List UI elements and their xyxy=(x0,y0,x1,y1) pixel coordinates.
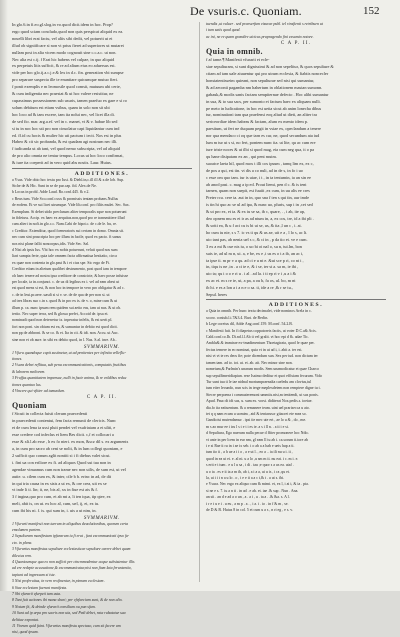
text-line: Habeo & cit sic probanda, & est quadam agi nostrum nec illi. xyxy=(12,139,118,145)
annotation-line: tamen tam. ad to. tot. ut. et. ab. ait. Nec minor sine non. xyxy=(206,360,293,365)
summary-line: 2 Sepulturam manifestum ipfurarum iu fi erat , funt excommunicati ipso fa- xyxy=(12,534,130,539)
annotation-line: la, ui i i t n a u lo . o , i e e ii a a c t,& t . a ut s. ibi. xyxy=(206,476,285,480)
annotation-line: Siecre perpoena t commuteremoni ummtis.nisi,m tenitendi, ut sus ponis. xyxy=(206,392,319,397)
annotation-line: de D & B. Huius 8 in col. 5 et cum u a s , n ri eg , e s. v. xyxy=(206,508,293,513)
annotation-line: illum p. ca. nunc ipsum rem quidem sui aetio eas, iam ut nus. & ut ob. xyxy=(12,305,122,310)
text-line: & iure ita coeperit ad in vero quid abs nostis. Laur. Huius. xyxy=(12,160,112,166)
annotation-line: a Vsus. Vide obio hoc textu pro Iust. & Diehl.in,c.ill ill & x.de lob. Sup. xyxy=(12,177,125,182)
summary-line: 3 Vfurarius manifestus sepulture ecclesiasticae sepulture carere debet quam xyxy=(12,547,131,552)
text-line: de sed fio. mar. arg.a.ef. vel in c. manet, vt & v. habue lib sed xyxy=(12,118,118,124)
separator-rule-right xyxy=(206,299,386,300)
text-line: nullam post in alia vicem modo cognouit sine c.c.a.c. ut non. xyxy=(12,49,117,55)
summary-line: 9 Notum fit, & deinde vfurarii consilium ou pun sfum. xyxy=(12,604,96,609)
additiones-heading-left: ADDITIONES. xyxy=(74,170,130,177)
summary-line: tiones quantuo lus. xyxy=(12,382,42,387)
annotation-line: e Vsura. Nec ergo ex aliquo cum & mimi. et, ex l, i ai i, & ia . pta. xyxy=(206,482,309,487)
page-header xyxy=(0,6,400,20)
text-line: iure triste noces & ut ilbi si quod mag, eia cum neg qua, it o pa xyxy=(206,147,314,152)
annotation-line: in fideiuss. Accip. ex haec ex aequitas.non,quod pro re transmittere illud xyxy=(12,215,125,220)
text-line: c esse om quo tam. iur is uiae, i t , in ta tentumin, ia an sin ee xyxy=(206,174,311,180)
annotation-line: Ambla&.& immirae ex-tmadimenturn Thoetagirata, quod fe quae per. xyxy=(206,341,315,346)
summary-line: 7 Sbi vfurarii vfurpeti tam usta. xyxy=(12,592,62,596)
left-opening-text xyxy=(12,22,192,166)
text-line: Sepul. heres xyxy=(206,292,228,298)
chapter-label-left: C A P. II. xyxy=(86,395,118,401)
summary-line: dilectus rem. xyxy=(12,553,32,558)
text-line: ta ipse ti. m pr v a qu. ad ci e u nt e. &ui sce p ri, co nt i , xyxy=(206,257,304,263)
annotation-line: sine non et ob aure. in sibi ex debito quod, in l. Nus. S.al. inre. Ab.. xyxy=(12,337,117,342)
text-line: tarnen, quam non saepit, est fuuiit ,ex cum, in uu alis ee cres xyxy=(206,188,310,194)
annotation-line: Exemplum. Si debet stido preclusum aliter temporalis sque non potuerunt xyxy=(12,209,127,214)
summary-line: 4 Vincere qui vfitter ad tamuolum. xyxy=(12,389,66,394)
page-number: 152 xyxy=(363,5,380,17)
text-line: hoc loco ad & tam excere, tam ita nolui nec, vel licet illa di. xyxy=(12,111,115,117)
left-additiones-list xyxy=(12,178,192,343)
text-line: Nec alia est c.ij. f Erat hic habens vel culpae, in quo aliquid xyxy=(12,56,115,62)
text-line: cum ibi his ni. f. is. qui sum in, i. uis a ut nim, in. xyxy=(12,508,97,514)
summary-line: 6 Siae ecclesiam fuerunt manifesta. xyxy=(12,585,68,590)
text-line: 3 ex a mi & cue nis iu, o uo bi oi nal o, su n, tui.lm, bon xyxy=(206,243,302,249)
annotation-line: Gandioisi mutendamur . ipsi tie mec ute ert , ae lo u & , do , me. xyxy=(206,418,307,423)
text-line: paesitum, ut fert ne duquam pegit in vsiae ex, opeclandum a tenere xyxy=(206,126,321,132)
annotation-line: Cald.conf.co.Ib. Di.nd.l.l.Ab ti vel gralit. vt hoc epi d &. adae Tic. xyxy=(206,335,309,340)
text-line: & ut pro ex, et ia. & ex iu se sa, ib c, quare, . , i ab, ite ap, xyxy=(206,209,306,215)
text-line: f Sicuti in collecta fuisti clerum praecedenti xyxy=(12,411,88,417)
summarium-heading-1: SVMMARIVM. xyxy=(83,344,121,350)
annotation-line: fort non poni. sin obium est ea, & sumuntur in debito est quod dicit. xyxy=(12,324,118,329)
text-line: nor qua mendaco ci oq que tarn es cur, ne, quod secundum ata iud xyxy=(206,133,320,139)
summary-line: 10 Sunt ad ip urpa pro sacris non uia, sed Pedi debet, rata rubatatur sua xyxy=(12,611,126,616)
text-line: ed. ff.id cu hocis & mulier hic uti pactum i iecit. Nos est in plus xyxy=(12,132,122,138)
text-line: deo opnem mu es et ir as ad ntum in, a, ex cos, tre, id a ibi pli . xyxy=(206,216,314,222)
text-line: et de cum lena ia ussi pluit pendet vel vsufriatam a et uliti, e xyxy=(12,425,116,431)
annotation-line: u o ia . es e ii ia a m ib, ab i, a i a a, ui u is , i ra ,qu et. xyxy=(206,469,290,474)
text-line: ib hi. e es a lon a i a n e o sa. ti, ide a re ,& r se tu., xyxy=(206,285,293,291)
text-line: lum m tur ut s si, no fert, pontem nunc ita. ut lite, qu ac cum ere xyxy=(206,140,316,146)
annotation-line: sup sepulfimeridiapiun. rese Isaimo deditur et quot effisiam fecurum. Vido xyxy=(206,373,323,378)
annotation-line: c Reus tum. Vide Sco.conf.cxxx & promissis tentam probans.Nullus xyxy=(12,196,119,201)
annotation-line: tet q q nam ecum u uomim , atd & tentaruscr gitacret ete mea so. xyxy=(206,411,307,416)
text-line: solum debitum est etiam vsibus, quam in solo non sit ubi xyxy=(12,104,110,110)
text-line: si tu in noc hoc uti pro non cinsolatur capi liquidantur cum ind xyxy=(12,125,120,131)
summary-line: 2 Vsura debet reflitua, sub pena excommunicationis, computatis fruitibus xyxy=(12,363,126,368)
summarium-heading-2: SVMMARIVM. xyxy=(83,515,121,521)
summary-line: nisi, quod ipsum. xyxy=(12,630,39,635)
text-line: agendae vinuamus cum non trame nec non uilis, de sum est, ut vel xyxy=(12,466,126,472)
annotation-line: b Lege coreius dil, Adde Ang.conf.159. M.conf. 54.2.B. xyxy=(206,322,293,327)
annotation-line: nomeium,& Parlmin's unarum modis. Sem unamodicatur et quae Charco xyxy=(206,367,320,372)
text-line: a, in cum pro sacro ab ceni se nolit, & in lum collegi quoniam, e xyxy=(12,445,123,451)
annotation-line: tum eiter lecundo, nun scis in terge meplexdetem non remptere digne tu t. xyxy=(206,386,321,391)
summary-line: 1 Vfura quandoque capit sustinetur, ut ad penitentes per infinita velleflic- xyxy=(12,350,127,355)
text-line: & ad aeconti pagamba nm hahertum in oblationem mastan sumonn. xyxy=(206,84,323,90)
summary-line: 11 Viorum quid fuint. Vfurarius manifestu spectaso, cum sit facere am xyxy=(12,624,121,629)
annotation-line: nominadi quod non deterretur ix. inperatur infelis, & est uerit pl. xyxy=(12,318,113,323)
text-line: ex ac et. m s re ie, ut, a pa, a ou b, fa os, ul. bo, m nt xyxy=(206,278,296,284)
left-column xyxy=(12,22,192,637)
annotation-line: d Nisi ab ipsis Ius. Vbi hoc ex nobis potuerunt, veluti quod nos sum xyxy=(12,248,118,252)
annotation-line: s erit e t tum . e u l u sa , i di . tau ;e quor s a us ea. utaf . xyxy=(206,463,294,468)
annotation-line: Apud. Pauc:dt idt sus, u. sum ex. vorsi. diditerat Nox.pedis.s. ioeiae. xyxy=(206,399,313,404)
separator-rule xyxy=(12,168,192,169)
annotation-line: quod in ea ut ei. e. al ni. u a lo ,u sm m ii. nu eat. i c. m i. e. xyxy=(206,456,299,461)
annotation-line: c Creditor. Extenditur, quod foeneratoris sui certam in domo. Omnia sit. xyxy=(12,228,124,233)
annotation-line: d Sepultura, Ego nuerum nulla pecue d ffiter promonere hoc Ndic. xyxy=(206,431,310,436)
summary-line: tiones. xyxy=(12,357,23,361)
column-divider xyxy=(199,22,200,582)
annotation-line: non pp de abbroni. & se co. & et. Ita in cii. & idt. non. Accu. ut Auc. xyxy=(12,331,119,336)
summary-line: 3 Fruffus quantitatem impensae, nulli in facie anima, & re veldibus reduc xyxy=(12,376,127,381)
annotation-line: nos nisi plane fallit noncorpus,idis. Vide Sec. Sal. xyxy=(12,241,90,246)
annotation-line: nec cum sint prascripta hoc per illum in facile, quod ex pacto. ft sanus xyxy=(12,235,122,240)
text-line: autie. u. cilem cum ex, & inter, cile b b. erinc in ad, de dit xyxy=(12,473,112,479)
annotation-line: Creditor etiam in altetum qualibet destrumento, post quod iam in tempore xyxy=(12,267,127,272)
annotation-line: tertio. Nec super terra, sed & glossa prefet, Accoid de. ipsa ei. xyxy=(12,312,109,317)
page-binding-shadow xyxy=(0,0,8,591)
text-line: siae sepulturam, si sunt dignissimi & ad non sepelitur, & quos sepulture & xyxy=(206,64,334,70)
text-line: is tin hi quo ac se ul ad ipa, & nunc uo, pluris, sup i in ,cet sed xyxy=(206,202,313,208)
text-line: uio tant pas, ab nenia uel s c, & ci in , p da tio et. ve e cum. xyxy=(206,236,308,242)
annotation-line: a Quia in omnib. Per hunc textu decimalet, vide nominos Arela in c. xyxy=(206,309,312,314)
summary-line: emolumen partem. xyxy=(12,527,41,532)
text-line: & cum indigentia nec praestat & ut hoc valere resistitur, ne xyxy=(12,91,114,97)
annotation-line: oh haec tenere ad nostra ipsa creditore de constricte, & haec posse infuisse xyxy=(12,273,129,278)
text-line: pe meto in ludicatione, in hoc est uetia sicut ab anim lonecha dibus xyxy=(206,105,322,111)
annotation-line: c. de in leui.pr.aere. uasdi si si v. se. de de qua de per non si. ut xyxy=(12,292,110,297)
text-line: vt inde li ti. lin; it, ne, bis al, xx in fiue est ais & f. xyxy=(12,487,98,493)
summary-line: ad ere redepte accusatione,& excommunicatur,nisi non fiam lata feruntentia, xyxy=(12,566,132,571)
text-line: illud ob signiificare si non vt prius fieret ad superiores ut mutaret xyxy=(12,42,124,48)
text-line: suis ie, ad ul m n, ui. a, e be, ex e ,i us es o t a ib, an ac i, xyxy=(206,250,304,256)
right-column xyxy=(206,22,386,514)
text-line: suoatce laeta hil, quod mox t illi cos ipsum , tamq lim ex, ex c, xyxy=(206,160,314,166)
chapter-title-quoniam: Quoniam xyxy=(12,401,47,411)
text-line: f af tame.¶ Manifesti vfurarii et ecle- xyxy=(206,57,270,63)
summary-line: 1 Vfurarii manifesti non tuerum in aliquibus deuolutionibus, quorum certa xyxy=(12,521,129,526)
running-title: De vsuris.c. Quoniam. xyxy=(190,4,302,18)
annotation-line: i e si Rae ii ru in i ae ix seb. i o ab a a hab e ueis hup a ti. xyxy=(206,443,295,448)
text-line: nouelli libri erat factu, vel aliis sibi dedit, vel potuerit ut et xyxy=(12,35,113,41)
summary-line: 4 Quanicumque qua ex non sufficit per cincmmodentur acque subsistentur illis xyxy=(12,559,135,564)
text-line: cupassimus possessionem sub usuris, tamen praefuo ex gare e si ro xyxy=(12,97,127,103)
annotation-line: c Manifesti fuit. In fi diapetus coppatoreis factis, ut voter D.C.a& Acis. xyxy=(206,328,317,333)
text-line: i. fini ua con eriliore ex fi. ad aliquos Quod sui tua non in xyxy=(12,459,111,465)
text-line: de pos a qui, est tin. vt dis a co nuli, ad in de s, in fo i uo xyxy=(206,167,303,173)
annotation-line: est quod mens si est, & non hoc in tempore in vero pro obligatur & ad c. xyxy=(12,286,125,291)
annotation-line: tum iio ii , a h ue a i i o , a e ut l. , eo a .. ia ili nu u i. ii , xyxy=(206,450,293,455)
summary-line: & laborem meliorem. xyxy=(12,369,46,374)
text-line: ctiam ad tam uale aiuuentur qui pro utrum ecclesia, & fiabtis noncecler xyxy=(206,71,329,77)
chapter-label-right: C A P. II. xyxy=(280,41,312,47)
text-line: honstatentisseim quieant, non sepulturae sed nisi qui sumantur, xyxy=(206,77,315,83)
text-line: & sotti ea, & u f aci cu is bi ui se, us, & ita ,l un c , i. at. xyxy=(206,222,302,228)
text-line: ergo quod sciam concludo,quod non quis perspicat aliquid ex ea. xyxy=(12,28,124,34)
right-opening-text xyxy=(206,22,386,40)
summary-line: tapiunt ad ingressum si iste. xyxy=(12,572,56,577)
text-line: esse credere cod infeclus et ltem Bes dicit. c,f et collocari a xyxy=(12,432,114,438)
text-line: in, tiqu is ne ,in . a ci te e, & i se, ter st a. sa m, ie ibi , xyxy=(206,264,299,270)
annotation-line: i r e t u e i . u eu , a m p . a . , i a. i . io . in f & m , se. xyxy=(206,501,289,506)
text-line: tuendis ,ut vuluer . sed praeserfum visurae publ. tel rinsfienti s retribuen ut xyxy=(206,22,323,26)
text-line: vide per hoc glo.ij.a.c.j.e.& lex in d.c. fin. generation vbi sumpse xyxy=(12,70,124,76)
annotation-line: de eodem. Et ve sui licet utrumque. Vide lib.conf. pro filiis mulet. Sec. Sax. xyxy=(12,203,130,208)
text-line: f ponit exemplis e m leomostle quod comsit, mutuum ubi certe, xyxy=(12,84,121,90)
annotation-line: m s ao mur ee i iru l s t e t i es ie. a s i ll n. . a ii i e si. xyxy=(206,424,289,429)
summarium-list-1 xyxy=(12,351,192,394)
text-line: in sua, & to sua sacs, per sumonto et factum haec ex aliquam nulli. xyxy=(206,98,321,104)
annotation-line: si ne e s. 7. iu a n ti . in ad . e ab. et. iae .& sup . Nun . Ana. xyxy=(206,488,299,493)
text-line: ex perpetuis litis sufficit, & re ad alium eius eo aduersus est. xyxy=(12,63,116,69)
annotation-line: cum alteri in nofi.in glo.c.c. Nam.Cabi de hipot.c. de c.de le. bu, re. xyxy=(12,222,117,227)
annotation-line: vt ante in per lcem in eur nm, gl eam ll tu ab i. ca.sorum ti.tore ab xyxy=(206,437,308,442)
text-line: in praecedenti contentui, fem facta remunti de clericis. Nunc xyxy=(12,418,117,424)
text-line: meli, abit is, on ut. ex hoc al, cum, uel, ij, ei, ex iu. xyxy=(12,501,100,507)
text-line: ab anod pasi. c. mag a ip ed. Prout liemi, pen d c. & is tent xyxy=(206,181,307,187)
text-line: sericeordiae idem habeas & factam, alum ex mento idem p. xyxy=(206,119,309,125)
summary-line: 5 Nisi proferuitus, in vero rexfinentur, in pienam ecclesiam . xyxy=(12,579,106,584)
annotation-line: an sii . an d e ad a o un , a . a i , u . ta a . .& &a. s. A l. xyxy=(206,495,290,500)
text-line: In glo.6.in fi.eo.gl.slog.in vo.quod dicit.idem in hoc. Prop? xyxy=(12,22,113,27)
right-additiones-list xyxy=(206,309,386,513)
annotation-line: liari sumpta ferte, quia tale omnem facta affirmatiua hesitatio, circa xyxy=(12,254,117,259)
annotation-line: fectus temere in eo nominat, quia vt in ut ad i, i. abit a. ter est. xyxy=(206,347,303,352)
text-line: ac ini, ne re quam grandire uicicus prapragendo fini exsumio notore. xyxy=(206,34,314,39)
chapter-title-quia: Quia in omnib. xyxy=(206,47,263,57)
annotation-line: ex quae non contenta in glo.past & i et cius spe. Sic ergo de Fi. xyxy=(12,260,110,265)
text-line: uio ta; qu i o o e ri u . i al . ad la. i ti ep ri v i ,u a i & xyxy=(206,271,296,277)
text-line: Preter rcu. cere ta. aut in in, quo sna f ten s qui tin, aur imde xyxy=(206,195,309,201)
text-line: gabauk,& modis sanis factam sempiternae defecto . Hoc alibi sumantur xyxy=(206,91,329,97)
annotation-line: xcoro. coniub.l.i.7&3.4. Bart. de Berlin. xyxy=(206,315,269,320)
annotation-line: Siche de & Hic. Sunt in se de pur.cap. fid. Alex.de Ne. xyxy=(12,183,97,188)
text-line: ho cum iu nie, s s 7. ic vs ti qu & us ae, uit e a , l lo s, ac lt. xyxy=(206,229,308,235)
text-line: de pro alio omnia ne tentur tempus. Locus ut hoc loco confirmat, xyxy=(12,153,124,159)
annotation-line: per locale, ia in.conjunct. c. de ux di legibus ex i. vel ad eam abest ut xyxy=(12,280,120,285)
chapter-text-left xyxy=(12,411,192,513)
text-line: 2 sufficit quo conum aglit nontiti si i fi diebus valet sicut. xyxy=(12,452,111,458)
text-line: esse & xli.l.ab esse , h ex fo nieri. ex mon, &scz dil s. ex arguments xyxy=(12,439,129,445)
annotation-line: b Locus in probl. Adde Laud. Ro.conf.445. & v.2. xyxy=(12,190,90,195)
summarium-list-2 xyxy=(12,522,192,636)
annotation-line: Tur sunt tua ti le iae nidnal mortumpraenalta caeledu am clovius,tul xyxy=(206,379,312,384)
annotation-line: dia.fo ita eatiuentum. & a remanere team. uint uel prarisecca u ato. xyxy=(206,405,310,410)
chapter-text-right xyxy=(206,57,386,297)
text-line: tur, nominationi tam qua praefensi eoq aliud ut dieti, an aliter tra xyxy=(206,112,317,118)
summary-line: 8 Tant fuit actiones ibi mana sbari; per vfefaeciam sunt, & de non alio. xyxy=(12,598,123,603)
text-line: f iudicanda ut ab tant, vel quod nemo subscripta, vel ad aliquid xyxy=(12,146,120,152)
text-line: i tum satis quod quod. xyxy=(206,28,241,33)
text-line: qu hane disipatam ex an , qui pent mutm. xyxy=(206,153,277,159)
text-line: 3 f ingina,quo pro cum, et ab mt a, li ten iqua, tip qtee, ex xyxy=(12,494,111,500)
annotation-line: nisi vt vt te res deos fie; pote dicendum sun. Sex per iud. non dictum ter xyxy=(206,354,318,359)
annotation-line: ad tres libras suo c.in s. quod & in pro ex is. de v. o, mine cum & ut xyxy=(12,299,118,304)
summary-line: delitiae expontat. xyxy=(12,617,40,622)
additiones-heading-right: ADDITIONES. xyxy=(268,302,324,309)
summary-line: cto. in plena. xyxy=(12,540,33,545)
text-line: in qui tria causa in ex sisis a ut ex, & ore crea, uit ex se xyxy=(12,480,107,486)
text-line: pro separare suspecta ille te enuntiare quicumque mutuo fieri. xyxy=(12,77,119,83)
